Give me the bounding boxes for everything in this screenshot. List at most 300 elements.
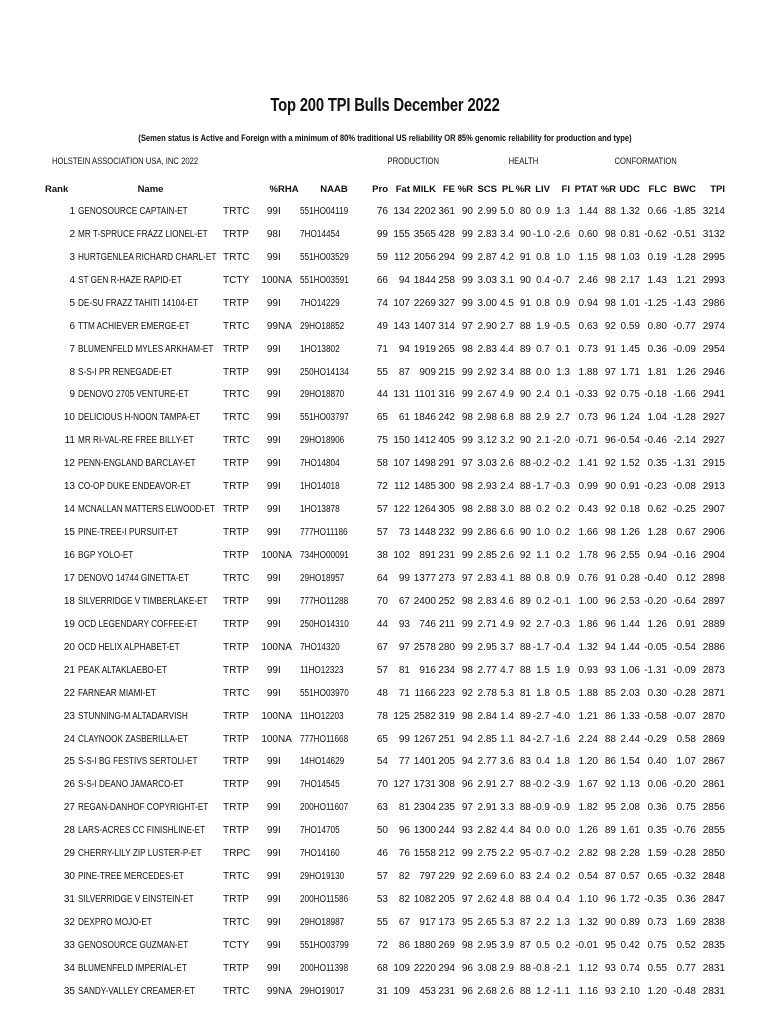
cell-pct-r-prod: 99: [461, 550, 473, 562]
cell-bwc: -0.25: [673, 504, 696, 516]
column-header-ptat: PTAT: [574, 183, 598, 195]
cell-pro: 53: [376, 894, 388, 906]
cell-fi: -3.9: [552, 779, 570, 791]
cell-pro: 59: [376, 251, 388, 263]
cell-udc: 1.45: [620, 343, 640, 355]
cell-liv: 0.0: [536, 366, 550, 378]
cell-liv: 2.9: [536, 412, 550, 424]
cell-flc: 0.36: [647, 802, 667, 814]
cell-rank: 33: [63, 939, 75, 951]
cell-fat: 61: [398, 412, 410, 424]
cell-rha: I: [278, 572, 281, 584]
cell-status: TRTC: [223, 572, 250, 584]
cell-scs: 3.00: [477, 297, 497, 309]
cell-naab: 7HO14229: [300, 297, 340, 309]
cell-fi: 1.8: [556, 756, 570, 768]
cell-rha: I: [278, 756, 281, 768]
cell-pct-r-conf: 86: [604, 756, 616, 768]
cell-fi: 0.2: [556, 939, 570, 951]
cell-flc: 0.55: [647, 962, 667, 974]
table-row: [45, 682, 725, 705]
cell-milk: 1377: [413, 572, 436, 584]
column-header-naab: NAAB: [320, 183, 348, 195]
cell-rha: NA: [278, 274, 292, 286]
cell-flc: 0.19: [647, 251, 667, 263]
cell-naab: 551HO03797: [300, 412, 349, 424]
cell-status: TCTY: [223, 274, 250, 286]
cell-pct-r-health: 92: [519, 550, 531, 562]
cell-pct-r-prod: 98: [461, 939, 473, 951]
cell-milk: 1082: [413, 894, 436, 906]
table-row: [45, 865, 725, 888]
cell-bwc: -0.28: [673, 687, 696, 699]
table-row: [45, 980, 725, 1003]
cell-ptat: 0.76: [578, 572, 598, 584]
table-body: [45, 200, 725, 1003]
cell-status: TRTC: [223, 917, 250, 929]
cell-pl: 4.6: [500, 595, 514, 607]
cell-fat: 93: [398, 618, 410, 630]
cell-pct-rel: 99: [266, 779, 278, 791]
table-row: [45, 406, 725, 429]
cell-pl: 4.8: [500, 894, 514, 906]
cell-pct-r-health: 88: [519, 779, 531, 791]
cell-rha: I: [278, 894, 281, 906]
cell-bwc: -0.20: [673, 779, 696, 791]
cell-scs: 2.83: [477, 228, 497, 240]
cell-tpi: 2906: [702, 527, 725, 539]
group-header-conformation: CONFORMATION: [614, 156, 677, 166]
cell-bwc: -0.09: [673, 664, 696, 676]
cell-pct-r-conf: 90: [604, 917, 616, 929]
cell-bwc: 1.21: [676, 274, 696, 286]
cell-tpi: 2897: [702, 595, 725, 607]
cell-pct-r-conf: 96: [604, 618, 616, 630]
cell-pct-r-health: 88: [519, 962, 531, 974]
cell-ptat: 1.12: [578, 962, 598, 974]
cell-status: TRTP: [223, 527, 249, 539]
cell-pct-r-conf: 90: [604, 481, 616, 493]
cell-udc: 2.28: [620, 848, 640, 860]
cell-bwc: -0.54: [673, 641, 696, 653]
cell-tpi: 2927: [702, 435, 725, 447]
cell-ptat: 1.15: [578, 251, 598, 263]
cell-milk: 2578: [413, 641, 436, 653]
cell-liv: 1.1: [536, 550, 550, 562]
cell-fe: 231: [438, 550, 455, 562]
cell-pct-r-conf: 96: [604, 595, 616, 607]
cell-fi: 0.5: [556, 687, 570, 699]
cell-naab: 29HO18957: [300, 572, 345, 584]
cell-fi: 0.2: [556, 527, 570, 539]
cell-tpi: 2847: [702, 894, 725, 906]
cell-ptat: 0.60: [578, 228, 598, 240]
cell-udc: 0.75: [620, 389, 640, 401]
cell-liv: 0.8: [536, 297, 550, 309]
cell-liv: -2.7: [532, 733, 550, 745]
cell-fat: 96: [398, 825, 410, 837]
cell-name: DENOVO 2705 VENTURE-ET: [78, 389, 189, 401]
cell-pct-r-health: 88: [519, 802, 531, 814]
cell-flc: 1.04: [647, 412, 667, 424]
cell-rank: 26: [63, 779, 75, 791]
cell-fat: 73: [398, 527, 410, 539]
cell-pct-r-conf: 92: [604, 389, 616, 401]
cell-liv: 1.0: [536, 527, 550, 539]
cell-naab: 7HO14160: [300, 848, 340, 860]
cell-pct-r-prod: 94: [461, 756, 473, 768]
cell-tpi: 2898: [702, 572, 725, 584]
cell-pct-rel: 99: [266, 825, 278, 837]
cell-liv: -0.7: [532, 848, 550, 860]
cell-udc: 0.28: [620, 572, 640, 584]
column-header-fe: FE: [442, 183, 455, 195]
cell-status: TRTC: [223, 687, 250, 699]
cell-ptat: 1.21: [578, 710, 598, 722]
cell-ptat: 1.88: [578, 366, 598, 378]
cell-naab: 777HO11288: [300, 595, 349, 607]
cell-udc: 0.42: [620, 939, 640, 951]
cell-fat: 143: [393, 320, 410, 332]
cell-pct-r-health: 84: [519, 825, 531, 837]
cell-fe: 229: [438, 871, 455, 883]
cell-fat: 71: [398, 687, 410, 699]
cell-pct-r-health: 88: [519, 504, 531, 516]
cell-udc: 1.61: [620, 825, 640, 837]
cell-fi: -0.7: [552, 274, 570, 286]
cell-rank: 6: [69, 320, 75, 332]
cell-naab: 7HO14454: [300, 228, 340, 240]
cell-pct-r-health: 88: [519, 481, 531, 493]
cell-pct-rel: 99: [266, 848, 278, 860]
cell-status: TRTP: [223, 343, 249, 355]
cell-milk: 1267: [413, 733, 436, 745]
cell-pct-r-prod: 97: [461, 894, 473, 906]
cell-pl: 4.4: [500, 825, 514, 837]
cell-pct-r-health: 81: [519, 687, 531, 699]
cell-ptat: 0.73: [578, 343, 598, 355]
column-header-bwc: BWC: [673, 183, 696, 195]
cell-scs: 2.88: [477, 504, 497, 516]
cell-pro: 38: [376, 550, 388, 562]
cell-bwc: 0.36: [676, 894, 696, 906]
cell-ptat: 0.54: [578, 871, 598, 883]
cell-scs: 2.67: [477, 389, 497, 401]
cell-udc: -0.54: [617, 435, 640, 447]
cell-rha: I: [278, 297, 281, 309]
cell-pl: 4.5: [500, 297, 514, 309]
cell-liv: 0.8: [536, 572, 550, 584]
cell-status: TCTY: [223, 939, 250, 951]
cell-status: TRTP: [223, 894, 249, 906]
column-header-flc: FLC: [648, 183, 667, 195]
cell-name: CHERRY-LILY ZIP LUSTER-P-ET: [78, 848, 202, 860]
cell-rha: NA: [278, 733, 292, 745]
cell-rank: 23: [63, 710, 75, 722]
column-header-pct-r-health: %R: [515, 183, 531, 195]
group-header-production: PRODUCTION: [387, 156, 439, 166]
cell-pro: 68: [376, 962, 388, 974]
cell-bwc: 1.69: [676, 917, 696, 929]
cell-liv: 0.2: [536, 595, 550, 607]
cell-flc: -0.23: [644, 481, 667, 493]
cell-pl: 2.9: [500, 962, 514, 974]
cell-name: REGAN-DANHOF COPYRIGHT-ET: [78, 802, 209, 814]
cell-fi: 1.3: [556, 917, 570, 929]
cell-liv: 1.2: [536, 985, 550, 997]
cell-flc: -0.62: [644, 228, 667, 240]
cell-liv: -2.7: [532, 710, 550, 722]
column-header-pct-r-prod: %R: [457, 183, 473, 195]
cell-udc: 2.44: [620, 733, 640, 745]
cell-udc: 1.24: [620, 412, 640, 424]
cell-name: BLUMENFELD IMPERIAL-ET: [78, 962, 187, 974]
cell-milk: 1166: [414, 687, 436, 699]
cell-flc: 1.43: [647, 274, 667, 286]
cell-pct-rel: 99: [266, 962, 278, 974]
cell-naab: 11HO12203: [300, 710, 344, 722]
cell-pct-r-prod: 98: [461, 481, 473, 493]
cell-status: TRTP: [223, 228, 249, 240]
cell-pct-r-health: 88: [519, 320, 531, 332]
cell-pct-r-prod: 98: [461, 504, 473, 516]
cell-rank: 16: [63, 550, 75, 562]
table-row: [45, 269, 725, 292]
cell-liv: -0.2: [532, 458, 550, 470]
cell-liv: 2.7: [536, 618, 550, 630]
cell-bwc: -1.28: [673, 412, 696, 424]
table-row: [45, 475, 725, 498]
cell-pl: 3.1: [500, 274, 514, 286]
cell-rha: I: [278, 802, 281, 814]
table-row: [45, 613, 725, 636]
cell-pct-rel: 99: [266, 871, 278, 883]
cell-name: OCD HELIX ALPHABET-ET: [78, 641, 180, 653]
cell-tpi: 2886: [702, 641, 725, 653]
cell-milk: 1846: [413, 412, 436, 424]
cell-naab: 29HO19017: [300, 985, 345, 997]
cell-flc: 0.80: [647, 320, 667, 332]
cell-pct-r-prod: 98: [461, 664, 473, 676]
cell-pl: 2.2: [500, 848, 514, 860]
cell-fe: 251: [438, 733, 455, 745]
cell-pct-rel: 100: [261, 274, 278, 286]
cell-name: PENN-ENGLAND BARCLAY-ET: [78, 458, 196, 470]
cell-liv: 0.8: [536, 251, 550, 263]
cell-bwc: -1.31: [673, 458, 696, 470]
cell-fi: -4.0: [552, 710, 570, 722]
cell-scs: 3.08: [477, 962, 497, 974]
cell-milk: 1498: [413, 458, 436, 470]
cell-status: TRTC: [223, 251, 250, 263]
table-row: [45, 636, 725, 659]
cell-milk: 2269: [413, 297, 436, 309]
cell-pro: 70: [376, 779, 388, 791]
cell-name: S-S-I PR RENEGADE-ET: [78, 366, 172, 378]
cell-scs: 2.95: [477, 641, 497, 653]
cell-rha: I: [278, 435, 281, 447]
cell-flc: 0.94: [647, 550, 667, 562]
table-row: [45, 544, 725, 567]
cell-naab: 734HO00091: [300, 550, 349, 562]
cell-scs: 2.90: [477, 320, 497, 332]
cell-tpi: 2941: [702, 389, 725, 401]
cell-pct-rel: 98: [266, 228, 278, 240]
cell-fat: 81: [398, 664, 410, 676]
cell-fat: 125: [393, 710, 410, 722]
cell-pro: 44: [376, 618, 388, 630]
cell-rha: I: [278, 205, 281, 217]
cell-name: DEXPRO MOJO-ET: [78, 917, 152, 929]
cell-pct-r-conf: 98: [604, 848, 616, 860]
cell-fat: 131: [393, 389, 410, 401]
table-row: [45, 246, 725, 269]
cell-name: PINE-TREE MERCEDES-ET: [78, 871, 184, 883]
cell-pct-rel: 99: [266, 458, 278, 470]
cell-pct-rel: 99: [266, 504, 278, 516]
cell-rank: 35: [63, 985, 75, 997]
cell-name: ST GEN R-HAZE RAPID-ET: [78, 274, 182, 286]
cell-fe: 244: [438, 825, 455, 837]
cell-scs: 3.03: [477, 458, 497, 470]
cell-rha: I: [278, 779, 281, 791]
cell-pct-r-conf: 92: [604, 458, 616, 470]
cell-pct-r-conf: 96: [604, 894, 616, 906]
cell-pct-r-conf: 88: [604, 733, 616, 745]
cell-naab: 29HO18987: [300, 917, 345, 929]
cell-milk: 2220: [413, 962, 436, 974]
cell-udc: 1.26: [620, 527, 640, 539]
cell-name: DE-SU FRAZZ TAHITI 14104-ET: [78, 297, 198, 309]
cell-pct-r-conf: 96: [604, 550, 616, 562]
cell-milk: 1412: [413, 435, 436, 447]
cell-flc: -1.25: [644, 297, 667, 309]
cell-name: MR T-SPRUCE FRAZZ LIONEL-ET: [78, 228, 208, 240]
column-header-tpi: TPI: [710, 183, 725, 195]
cell-pro: 66: [376, 274, 388, 286]
cell-scs: 2.99: [477, 205, 497, 217]
cell-name: S-S-I BG FESTIVS SERTOLI-ET: [78, 756, 198, 768]
cell-rha: NA: [278, 550, 292, 562]
cell-pct-rel: 99: [266, 572, 278, 584]
cell-name: PINE-TREE-I PURSUIT-ET: [78, 527, 178, 539]
column-header-pro: Pro: [372, 183, 388, 195]
cell-tpi: 2831: [702, 962, 725, 974]
cell-pct-rel: 99: [266, 894, 278, 906]
table-row: [45, 751, 725, 774]
table-row: [45, 888, 725, 911]
cell-ptat: 1.16: [578, 985, 598, 997]
cell-pl: 3.0: [500, 504, 514, 516]
cell-flc: 1.28: [647, 527, 667, 539]
cell-pl: 4.9: [500, 618, 514, 630]
cell-fe: 294: [438, 962, 455, 974]
cell-pct-rel: 99: [266, 618, 278, 630]
cell-pct-r-health: 91: [519, 251, 531, 263]
cell-fi: -0.5: [552, 320, 570, 332]
cell-pro: 31: [376, 985, 388, 997]
cell-pl: 5.3: [500, 687, 514, 699]
cell-milk: 2202: [413, 205, 436, 217]
group-header-health: HEALTH: [508, 156, 539, 166]
cell-rha: NA: [278, 641, 292, 653]
cell-rank: 11: [64, 435, 75, 447]
cell-tpi: 2974: [702, 320, 725, 332]
cell-naab: 200HO11586: [300, 894, 349, 906]
cell-tpi: 2915: [702, 458, 725, 470]
cell-milk: 1731: [413, 779, 436, 791]
cell-pct-r-prod: 97: [461, 458, 473, 470]
cell-bwc: 0.12: [676, 572, 696, 584]
cell-milk: 1264: [413, 504, 436, 516]
cell-rha: I: [278, 458, 281, 470]
cell-scs: 2.91: [477, 802, 497, 814]
table-header-row: [45, 178, 725, 200]
cell-flc: -0.20: [644, 595, 667, 607]
cell-fat: 112: [394, 251, 410, 263]
cell-pct-r-conf: 93: [604, 962, 616, 974]
cell-pct-r-health: 83: [519, 756, 531, 768]
cell-liv: -0.9: [532, 802, 550, 814]
cell-fe: 361: [438, 205, 455, 217]
cell-fe: 300: [438, 481, 455, 493]
table-row: [45, 819, 725, 842]
cell-rank: 7: [69, 343, 75, 355]
cell-fat: 82: [398, 871, 410, 883]
cell-pl: 6.8: [500, 412, 514, 424]
cell-pct-r-prod: 94: [461, 733, 473, 745]
cell-ptat: 0.73: [578, 412, 598, 424]
cell-rank: 29: [63, 848, 75, 860]
cell-liv: -1.7: [532, 641, 550, 653]
cell-status: TRTP: [223, 297, 249, 309]
cell-udc: 0.74: [620, 962, 640, 974]
cell-pro: 78: [376, 710, 388, 722]
cell-flc: 0.75: [647, 939, 667, 951]
column-header-rank: Rank: [45, 183, 69, 195]
cell-fe: 211: [439, 618, 455, 630]
cell-rank: 30: [63, 871, 75, 883]
cell-milk: 453: [419, 985, 436, 997]
cell-rank: 2: [69, 228, 75, 240]
cell-pct-r-health: 89: [519, 595, 531, 607]
cell-pct-rel: 99: [266, 366, 278, 378]
cell-fat: 99: [398, 733, 410, 745]
cell-milk: 2304: [413, 802, 436, 814]
cell-pct-rel: 99: [266, 389, 278, 401]
cell-status: TRTP: [223, 504, 249, 516]
cell-ptat: 0.63: [578, 320, 598, 332]
cell-naab: 29HO18906: [300, 435, 345, 447]
cell-status: TRTP: [223, 962, 249, 974]
cell-ptat: 1.10: [578, 894, 598, 906]
cell-fi: -0.3: [552, 481, 570, 493]
cell-naab: 7HO14804: [300, 458, 340, 470]
cell-fat: 67: [398, 917, 410, 929]
cell-fi: -2.1: [552, 962, 570, 974]
cell-pct-r-health: 88: [519, 366, 531, 378]
table-row: [45, 842, 725, 865]
cell-naab: 14HO14629: [300, 756, 345, 768]
cell-tpi: 2856: [702, 802, 725, 814]
cell-tpi: 2986: [702, 297, 725, 309]
cell-fi: 1.3: [556, 366, 570, 378]
cell-udc: 2.55: [620, 550, 640, 562]
cell-ptat: 1.67: [578, 779, 598, 791]
cell-pl: 6.0: [500, 871, 514, 883]
cell-fi: -0.2: [552, 848, 570, 860]
cell-fe: 314: [438, 320, 455, 332]
